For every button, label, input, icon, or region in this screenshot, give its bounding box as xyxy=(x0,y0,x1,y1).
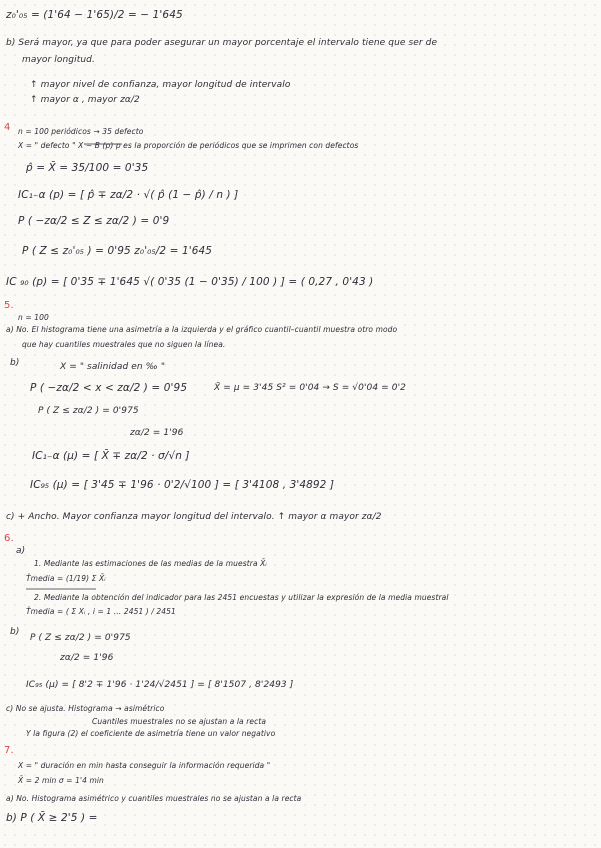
handwritten-line: n = 100 xyxy=(18,313,49,322)
handwritten-line: zα/2 = 1'96 xyxy=(60,653,114,663)
handwritten-line: n = 100 periódicos → 35 defecto xyxy=(18,127,144,136)
handwritten-line: 1. Mediante las estimaciones de las medias de la muestra X̄ᵢ xyxy=(34,559,267,568)
handwritten-line: P ( Z ≤ zα/2 ) = 0'975 xyxy=(30,633,131,643)
handwritten-line: P ( −zα/2 ≤ Z ≤ zα/2 ) = 0'9 xyxy=(18,215,170,227)
handwritten-line: P ( Z ≤ zα/2 ) = 0'975 xyxy=(38,406,139,416)
handwritten-line: ↑ mayor α , mayor zα/2 xyxy=(30,95,140,105)
handwritten-line: X̄ = 2 min σ = 1'4 min xyxy=(18,776,104,785)
handwritten-line: X = " duración en min hasta conseguir la información requerida " xyxy=(18,761,271,770)
handwritten-line: X = " defecto " X ~ B (p) p es la proporción de periódicos que se imprimen con defectos xyxy=(18,141,359,150)
handwritten-line: Y la figura (2) el coeficiente de asimetría tiene un valor negativo xyxy=(26,729,276,738)
handwritten-line: ↑ mayor nivel de confianza, mayor longitud de intervalo xyxy=(30,80,291,90)
handwritten-line: a) No. El histograma tiene una asimetría a la izquierda y el gráfico cuantil–cuantil muestra otro modo xyxy=(6,325,398,334)
handwritten-line: a) xyxy=(16,546,26,556)
handwritten-line: 6. xyxy=(4,533,14,544)
handwritten-line: T̂media = (1/19) Σ X̄ᵢ xyxy=(26,574,106,583)
handwritten-line: X = " salinidad en ‰ " xyxy=(60,362,166,372)
handwritten-line: c) + Ancho. Mayor confianza mayor longitud del intervalo. ↑ mayor α mayor zα/2 xyxy=(6,512,382,522)
handwritten-line: b) P ( X̄ ≥ 2'5 ) = xyxy=(6,812,98,824)
handwritten-line: 4 xyxy=(4,122,11,133)
handwritten-line: IC₁₋α (p) = [ p̂ ∓ zα/2 · √( p̂ (1 − p̂) / n ) ] xyxy=(18,189,239,201)
handwritten-line: 5. xyxy=(4,300,14,311)
handwritten-line: b) xyxy=(10,358,20,368)
handwritten-line: IC₁₋α (μ) = [ X̄ ∓ zα/2 · σ/√n ] xyxy=(32,450,190,462)
handwritten-line: T̂media = ( Σ Xᵢ , i = 1 … 2451 ) / 2451 xyxy=(26,607,176,616)
handwritten-line: a) No. Histograma asimétrico y cuantiles muestrales no se ajustan a la recta xyxy=(6,794,302,803)
handwritten-line: P ( Z ≤ z₀'₀₅ ) = 0'95 z₀'₀₅/2 = 1'645 xyxy=(22,245,213,257)
handwritten-line: IC₉₅ (μ) = [ 3'45 ∓ 1'96 · 0'2/√100 ] = [ 3'4108 , 3'4892 ] xyxy=(30,479,335,491)
handwritten-line: c) No se ajusta. Histograma → asimétrico xyxy=(6,704,165,713)
handwritten-line: z₀'₀₅ = (1'64 − 1'65)/2 = − 1'645 xyxy=(6,9,183,21)
handwritten-line: IC ₉₀ (p) = [ 0'35 ∓ 1'645 √( 0'35 (1 − 0'35) / 100 ) ] = ( 0,27 , 0'43 ) xyxy=(6,276,374,288)
handwritten-line: que hay cuantiles muestrales que no siguen la línea. xyxy=(22,340,226,349)
handwritten-line: X̄ = μ = 3'45 S² = 0'04 → S = √0'04 = 0'2 xyxy=(214,383,406,393)
handwritten-line: 7. xyxy=(4,745,14,756)
handwritten-line: 2. Mediante la obtención del indicador para las 2451 encuestas y utilizar la expresión de la media muestral xyxy=(34,593,449,602)
handwritten-line: p̂ = X̄ = 35/100 = 0'35 xyxy=(26,162,149,174)
handwritten-line: P ( −zα/2 < x < zα/2 ) = 0'95 xyxy=(30,382,188,394)
handwritten-line: b) Será mayor, ya que para poder asegurar un mayor porcentaje el intervalo tiene que ser de xyxy=(6,38,438,48)
handwritten-line: zα/2 = 1'96 xyxy=(130,428,184,438)
handwritten-line: b) xyxy=(10,627,20,637)
handwritten-line: Cuantiles muestrales no se ajustan a la recta xyxy=(92,717,267,726)
handwritten-line: IC₉₅ (μ) = [ 8'2 ∓ 1'96 · 1'24/√2451 ] = [ 8'1507 , 8'2493 ] xyxy=(26,680,294,690)
handwritten-line: mayor longitud. xyxy=(22,55,95,65)
